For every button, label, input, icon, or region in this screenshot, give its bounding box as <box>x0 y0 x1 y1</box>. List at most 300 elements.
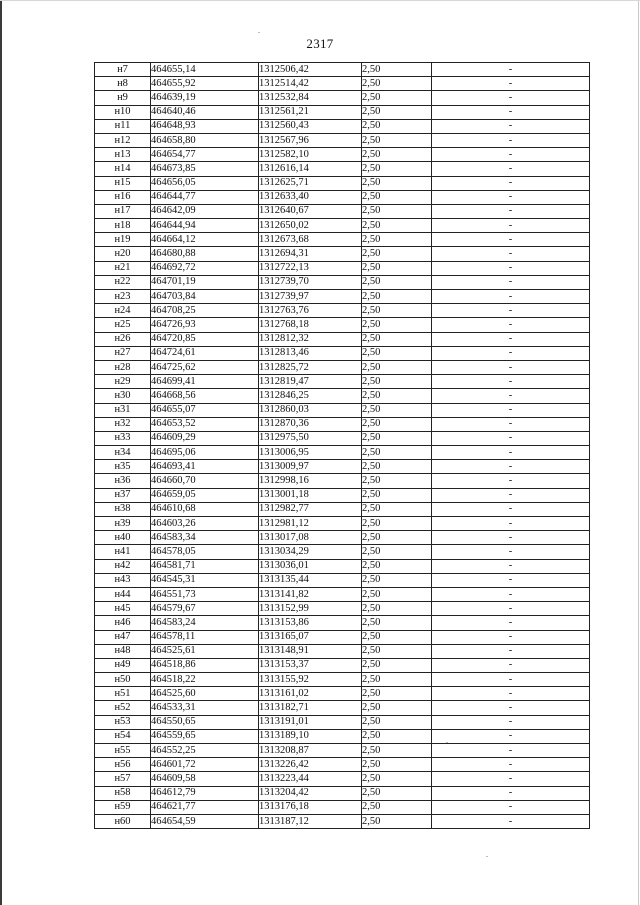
scan-edge-top <box>0 0 640 1</box>
x-coordinate-cell: 464664,12 <box>151 233 259 247</box>
note-cell: - <box>432 403 590 417</box>
point-id-cell: н31 <box>95 403 151 417</box>
x-coordinate-cell: 464601,72 <box>151 758 259 772</box>
note-cell: - <box>432 346 590 360</box>
point-id-cell: н60 <box>95 814 151 828</box>
point-id-cell: н20 <box>95 247 151 261</box>
x-coordinate-cell: 464581,71 <box>151 559 259 573</box>
y-coordinate-cell: 1312650,02 <box>259 219 362 233</box>
error-cell: 2,50 <box>362 247 432 261</box>
x-coordinate-cell: 464550,65 <box>151 715 259 729</box>
table-row <box>95 162 590 176</box>
note-cell: - <box>432 148 590 162</box>
table-row <box>95 190 590 204</box>
y-coordinate-cell: 1313153,37 <box>259 658 362 672</box>
point-id-cell: н33 <box>95 431 151 445</box>
error-cell: 2,50 <box>362 800 432 814</box>
table-row <box>95 119 590 133</box>
table-row <box>95 786 590 800</box>
point-id-cell: н12 <box>95 133 151 147</box>
x-coordinate-cell: 464692,72 <box>151 261 259 275</box>
point-id-cell: н11 <box>95 119 151 133</box>
error-cell: 2,50 <box>362 460 432 474</box>
x-coordinate-cell: 464658,80 <box>151 133 259 147</box>
x-coordinate-cell: 464545,31 <box>151 573 259 587</box>
table-row <box>95 658 590 672</box>
table-row <box>95 573 590 587</box>
table-row <box>95 148 590 162</box>
error-cell: 2,50 <box>362 729 432 743</box>
table-row <box>95 559 590 573</box>
error-cell: 2,50 <box>362 687 432 701</box>
table-row <box>95 729 590 743</box>
error-cell: 2,50 <box>362 176 432 190</box>
point-id-cell: н42 <box>95 559 151 573</box>
error-cell: 2,50 <box>362 559 432 573</box>
note-cell: - <box>432 701 590 715</box>
note-cell: - <box>432 275 590 289</box>
table-row <box>95 133 590 147</box>
table-row <box>95 673 590 687</box>
y-coordinate-cell: 1312819,47 <box>259 375 362 389</box>
error-cell: 2,50 <box>362 587 432 601</box>
note-cell: - <box>432 687 590 701</box>
point-id-cell: н43 <box>95 573 151 587</box>
x-coordinate-cell: 464552,25 <box>151 744 259 758</box>
table-row <box>95 247 590 261</box>
point-id-cell: н32 <box>95 417 151 431</box>
point-id-cell: н52 <box>95 701 151 715</box>
point-id-cell: н29 <box>95 375 151 389</box>
y-coordinate-cell: 1313153,86 <box>259 616 362 630</box>
error-cell: 2,50 <box>362 517 432 531</box>
error-cell: 2,50 <box>362 431 432 445</box>
table-row <box>95 545 590 559</box>
note-cell: - <box>432 91 590 105</box>
point-id-cell: н44 <box>95 587 151 601</box>
error-cell: 2,50 <box>362 375 432 389</box>
note-cell: - <box>432 105 590 119</box>
note-cell: - <box>432 658 590 672</box>
y-coordinate-cell: 1312998,16 <box>259 474 362 488</box>
scan-edge-left <box>0 0 2 905</box>
point-id-cell: н58 <box>95 786 151 800</box>
y-coordinate-cell: 1313187,12 <box>259 814 362 828</box>
point-id-cell: н27 <box>95 346 151 360</box>
x-coordinate-cell: 464673,85 <box>151 162 259 176</box>
y-coordinate-cell: 1312982,77 <box>259 502 362 516</box>
error-cell: 2,50 <box>362 502 432 516</box>
error-cell: 2,50 <box>362 701 432 715</box>
point-id-cell: н47 <box>95 630 151 644</box>
table-row <box>95 701 590 715</box>
x-coordinate-cell: 464603,26 <box>151 517 259 531</box>
note-cell: - <box>432 644 590 658</box>
table-row <box>95 474 590 488</box>
x-coordinate-cell: 464659,05 <box>151 488 259 502</box>
table-row <box>95 261 590 275</box>
page-number: 2317 <box>306 36 334 51</box>
y-coordinate-cell: 1312813,46 <box>259 346 362 360</box>
note-cell: - <box>432 460 590 474</box>
y-coordinate-cell: 1312739,70 <box>259 275 362 289</box>
y-coordinate-cell: 1313176,18 <box>259 800 362 814</box>
x-coordinate-cell: 464579,67 <box>151 602 259 616</box>
y-coordinate-cell: 1312722,13 <box>259 261 362 275</box>
table-row <box>95 318 590 332</box>
y-coordinate-cell: 1312673,68 <box>259 233 362 247</box>
note-cell: - <box>432 517 590 531</box>
y-coordinate-cell: 1313034,29 <box>259 545 362 559</box>
point-id-cell: н41 <box>95 545 151 559</box>
note-cell: - <box>432 488 590 502</box>
note-cell: - <box>432 545 590 559</box>
x-coordinate-cell: 464610,68 <box>151 502 259 516</box>
y-coordinate-cell: 1313189,10 <box>259 729 362 743</box>
point-id-cell: н13 <box>95 148 151 162</box>
error-cell: 2,50 <box>362 261 432 275</box>
table-row <box>95 389 590 403</box>
x-coordinate-cell: 464655,07 <box>151 403 259 417</box>
point-id-cell: н34 <box>95 446 151 460</box>
table-row <box>95 403 590 417</box>
table-row <box>95 91 590 105</box>
error-cell: 2,50 <box>362 318 432 332</box>
point-id-cell: н14 <box>95 162 151 176</box>
note-cell: - <box>432 119 590 133</box>
note-cell: - <box>432 573 590 587</box>
x-coordinate-cell: 464654,59 <box>151 814 259 828</box>
y-coordinate-cell: 1312532,84 <box>259 91 362 105</box>
note-cell: - <box>432 233 590 247</box>
point-id-cell: н16 <box>95 190 151 204</box>
error-cell: 2,50 <box>362 346 432 360</box>
point-id-cell: н38 <box>95 502 151 516</box>
note-cell: - <box>432 587 590 601</box>
y-coordinate-cell: 1313191,01 <box>259 715 362 729</box>
x-coordinate-cell: 464725,62 <box>151 360 259 374</box>
note-cell: - <box>432 758 590 772</box>
error-cell: 2,50 <box>362 304 432 318</box>
x-coordinate-cell: 464644,94 <box>151 219 259 233</box>
x-coordinate-cell: 464695,06 <box>151 446 259 460</box>
note-cell: - <box>432 814 590 828</box>
point-id-cell: н28 <box>95 360 151 374</box>
table-row <box>95 77 590 91</box>
note-cell: - <box>432 630 590 644</box>
note-cell: - <box>432 446 590 460</box>
table-row <box>95 687 590 701</box>
table-row <box>95 233 590 247</box>
x-coordinate-cell: 464642,09 <box>151 204 259 218</box>
error-cell: 2,50 <box>362 474 432 488</box>
y-coordinate-cell: 1313001,18 <box>259 488 362 502</box>
x-coordinate-cell: 464655,14 <box>151 63 259 77</box>
x-coordinate-cell: 464551,73 <box>151 587 259 601</box>
error-cell: 2,50 <box>362 105 432 119</box>
note-cell: - <box>432 431 590 445</box>
note-cell: - <box>432 290 590 304</box>
point-id-cell: н50 <box>95 673 151 687</box>
point-id-cell: н10 <box>95 105 151 119</box>
y-coordinate-cell: 1312825,72 <box>259 360 362 374</box>
point-id-cell: н22 <box>95 275 151 289</box>
table-row <box>95 715 590 729</box>
scan-speck <box>486 856 488 857</box>
note-cell: - <box>432 744 590 758</box>
y-coordinate-cell: 1313208,87 <box>259 744 362 758</box>
point-id-cell: н24 <box>95 304 151 318</box>
note-cell: - <box>432 800 590 814</box>
point-id-cell: н48 <box>95 644 151 658</box>
x-coordinate-cell: 464660,70 <box>151 474 259 488</box>
point-id-cell: н23 <box>95 290 151 304</box>
note-cell: - <box>432 502 590 516</box>
y-coordinate-cell: 1312981,12 <box>259 517 362 531</box>
point-id-cell: н30 <box>95 389 151 403</box>
error-cell: 2,50 <box>362 63 432 77</box>
point-id-cell: н19 <box>95 233 151 247</box>
y-coordinate-cell: 1313226,42 <box>259 758 362 772</box>
note-cell: - <box>432 247 590 261</box>
error-cell: 2,50 <box>362 573 432 587</box>
note-cell: - <box>432 375 590 389</box>
note-cell: - <box>432 318 590 332</box>
error-cell: 2,50 <box>362 290 432 304</box>
error-cell: 2,50 <box>362 488 432 502</box>
note-cell: - <box>432 616 590 630</box>
y-coordinate-cell: 1312506,42 <box>259 63 362 77</box>
y-coordinate-cell: 1313152,99 <box>259 602 362 616</box>
note-cell: - <box>432 602 590 616</box>
point-id-cell: н35 <box>95 460 151 474</box>
table-row <box>95 176 590 190</box>
point-id-cell: н7 <box>95 63 151 77</box>
point-id-cell: н55 <box>95 744 151 758</box>
x-coordinate-cell: 464578,11 <box>151 630 259 644</box>
error-cell: 2,50 <box>362 162 432 176</box>
x-coordinate-cell: 464583,34 <box>151 531 259 545</box>
table-row <box>95 616 590 630</box>
note-cell: - <box>432 715 590 729</box>
point-id-cell: н49 <box>95 658 151 672</box>
note-cell: - <box>432 162 590 176</box>
table-row <box>95 417 590 431</box>
note-cell: - <box>432 389 590 403</box>
error-cell: 2,50 <box>362 644 432 658</box>
y-coordinate-cell: 1313009,97 <box>259 460 362 474</box>
point-id-cell: н26 <box>95 332 151 346</box>
y-coordinate-cell: 1313204,42 <box>259 786 362 800</box>
error-cell: 2,50 <box>362 545 432 559</box>
error-cell: 2,50 <box>362 616 432 630</box>
error-cell: 2,50 <box>362 119 432 133</box>
error-cell: 2,50 <box>362 133 432 147</box>
table-row <box>95 744 590 758</box>
point-id-cell: н40 <box>95 531 151 545</box>
note-cell: - <box>432 190 590 204</box>
table-row <box>95 304 590 318</box>
error-cell: 2,50 <box>362 403 432 417</box>
error-cell: 2,50 <box>362 77 432 91</box>
table-row <box>95 360 590 374</box>
point-id-cell: н56 <box>95 758 151 772</box>
y-coordinate-cell: 1313182,71 <box>259 701 362 715</box>
y-coordinate-cell: 1313141,82 <box>259 587 362 601</box>
error-cell: 2,50 <box>362 814 432 828</box>
error-cell: 2,50 <box>362 758 432 772</box>
table-row <box>95 502 590 516</box>
note-cell: - <box>432 304 590 318</box>
x-coordinate-cell: 464518,86 <box>151 658 259 672</box>
x-coordinate-cell: 464578,05 <box>151 545 259 559</box>
y-coordinate-cell: 1313135,44 <box>259 573 362 587</box>
point-id-cell: н15 <box>95 176 151 190</box>
error-cell: 2,50 <box>362 190 432 204</box>
y-coordinate-cell: 1313036,01 <box>259 559 362 573</box>
x-coordinate-cell: 464654,77 <box>151 148 259 162</box>
coordinates-table <box>94 62 590 829</box>
y-coordinate-cell: 1312567,96 <box>259 133 362 147</box>
table-row <box>95 375 590 389</box>
x-coordinate-cell: 464639,19 <box>151 91 259 105</box>
table-row <box>95 602 590 616</box>
table-row <box>95 275 590 289</box>
note-cell: - <box>432 786 590 800</box>
table-row <box>95 105 590 119</box>
x-coordinate-cell: 464726,93 <box>151 318 259 332</box>
table-row <box>95 346 590 360</box>
point-id-cell: н21 <box>95 261 151 275</box>
error-cell: 2,50 <box>362 658 432 672</box>
point-id-cell: н9 <box>95 91 151 105</box>
point-id-cell: н36 <box>95 474 151 488</box>
x-coordinate-cell: 464699,41 <box>151 375 259 389</box>
error-cell: 2,50 <box>362 204 432 218</box>
table-row <box>95 63 590 77</box>
error-cell: 2,50 <box>362 332 432 346</box>
x-coordinate-cell: 464708,25 <box>151 304 259 318</box>
y-coordinate-cell: 1313161,02 <box>259 687 362 701</box>
x-coordinate-cell: 464609,29 <box>151 431 259 445</box>
table-row <box>95 460 590 474</box>
scan-speck <box>258 32 260 33</box>
y-coordinate-cell: 1312739,97 <box>259 290 362 304</box>
x-coordinate-cell: 464655,92 <box>151 77 259 91</box>
y-coordinate-cell: 1312560,43 <box>259 119 362 133</box>
x-coordinate-cell: 464533,31 <box>151 701 259 715</box>
note-cell: - <box>432 360 590 374</box>
note-cell: - <box>432 63 590 77</box>
x-coordinate-cell: 464518,22 <box>151 673 259 687</box>
note-cell: - <box>432 729 590 743</box>
table-row <box>95 587 590 601</box>
error-cell: 2,50 <box>362 786 432 800</box>
error-cell: 2,50 <box>362 602 432 616</box>
y-coordinate-cell: 1313223,44 <box>259 772 362 786</box>
error-cell: 2,50 <box>362 531 432 545</box>
point-id-cell: н59 <box>95 800 151 814</box>
table-row <box>95 431 590 445</box>
point-id-cell: н8 <box>95 77 151 91</box>
x-coordinate-cell: 464656,05 <box>151 176 259 190</box>
y-coordinate-cell: 1312616,14 <box>259 162 362 176</box>
error-cell: 2,50 <box>362 673 432 687</box>
error-cell: 2,50 <box>362 219 432 233</box>
point-id-cell: н17 <box>95 204 151 218</box>
x-coordinate-cell: 464724,61 <box>151 346 259 360</box>
x-coordinate-cell: 464653,52 <box>151 417 259 431</box>
table-row <box>95 488 590 502</box>
error-cell: 2,50 <box>362 360 432 374</box>
error-cell: 2,50 <box>362 772 432 786</box>
note-cell: - <box>432 176 590 190</box>
y-coordinate-cell: 1312582,10 <box>259 148 362 162</box>
table-row <box>95 800 590 814</box>
x-coordinate-cell: 464703,84 <box>151 290 259 304</box>
table-row <box>95 644 590 658</box>
table-row <box>95 290 590 304</box>
note-cell: - <box>432 77 590 91</box>
y-coordinate-cell: 1312633,40 <box>259 190 362 204</box>
x-coordinate-cell: 464525,61 <box>151 644 259 658</box>
y-coordinate-cell: 1313165,07 <box>259 630 362 644</box>
table-row <box>95 204 590 218</box>
point-id-cell: н46 <box>95 616 151 630</box>
point-id-cell: н54 <box>95 729 151 743</box>
table-row <box>95 446 590 460</box>
table-body <box>95 63 590 829</box>
x-coordinate-cell: 464648,93 <box>151 119 259 133</box>
error-cell: 2,50 <box>362 233 432 247</box>
y-coordinate-cell: 1312514,42 <box>259 77 362 91</box>
table-row <box>95 219 590 233</box>
error-cell: 2,50 <box>362 744 432 758</box>
point-id-cell: н45 <box>95 602 151 616</box>
y-coordinate-cell: 1312625,71 <box>259 176 362 190</box>
y-coordinate-cell: 1312768,18 <box>259 318 362 332</box>
scan-speck <box>446 742 448 743</box>
point-id-cell: н37 <box>95 488 151 502</box>
error-cell: 2,50 <box>362 389 432 403</box>
note-cell: - <box>432 219 590 233</box>
error-cell: 2,50 <box>362 91 432 105</box>
x-coordinate-cell: 464583,24 <box>151 616 259 630</box>
point-id-cell: н39 <box>95 517 151 531</box>
note-cell: - <box>432 673 590 687</box>
error-cell: 2,50 <box>362 630 432 644</box>
error-cell: 2,50 <box>362 148 432 162</box>
y-coordinate-cell: 1313006,95 <box>259 446 362 460</box>
y-coordinate-cell: 1312860,03 <box>259 403 362 417</box>
table-row <box>95 758 590 772</box>
table-row <box>95 531 590 545</box>
y-coordinate-cell: 1312694,31 <box>259 247 362 261</box>
error-cell: 2,50 <box>362 715 432 729</box>
x-coordinate-cell: 464612,79 <box>151 786 259 800</box>
y-coordinate-cell: 1312846,25 <box>259 389 362 403</box>
note-cell: - <box>432 133 590 147</box>
x-coordinate-cell: 464693,41 <box>151 460 259 474</box>
x-coordinate-cell: 464525,60 <box>151 687 259 701</box>
note-cell: - <box>432 204 590 218</box>
x-coordinate-cell: 464621,77 <box>151 800 259 814</box>
note-cell: - <box>432 261 590 275</box>
x-coordinate-cell: 464640,46 <box>151 105 259 119</box>
x-coordinate-cell: 464559,65 <box>151 729 259 743</box>
y-coordinate-cell: 1312870,36 <box>259 417 362 431</box>
y-coordinate-cell: 1312812,32 <box>259 332 362 346</box>
